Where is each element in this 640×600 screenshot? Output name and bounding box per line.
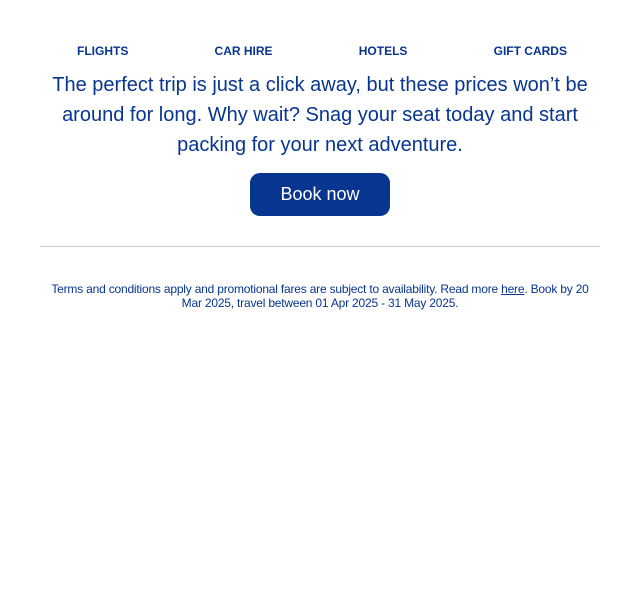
book-now-button[interactable]: Book now xyxy=(250,173,390,216)
terms-text-before: Terms and conditions apply and promotional fares are subject to availability. Read more xyxy=(51,282,502,296)
nav-link-car-hire[interactable]: CAR HIRE xyxy=(214,44,273,58)
promo-headline: The perfect trip is just a click away, but these prices won’t be around for long. Why wait? Snag your seat today and start packing for your next adventure. xyxy=(52,74,588,156)
terms-text-after: . Book by 20 Mar 2025, travel between 01 Apr 2025 - 31 May 2025. xyxy=(181,282,589,310)
terms-read-more-link[interactable]: here xyxy=(501,282,525,296)
nav-link-hotels[interactable]: HOTELS xyxy=(358,44,408,58)
terms-text xyxy=(40,282,600,310)
nav-link-gift-cards[interactable]: GIFT CARDS xyxy=(493,44,567,58)
divider xyxy=(40,246,600,247)
top-nav xyxy=(40,44,600,58)
nav-link-flights[interactable]: FLIGHTS xyxy=(77,44,129,58)
